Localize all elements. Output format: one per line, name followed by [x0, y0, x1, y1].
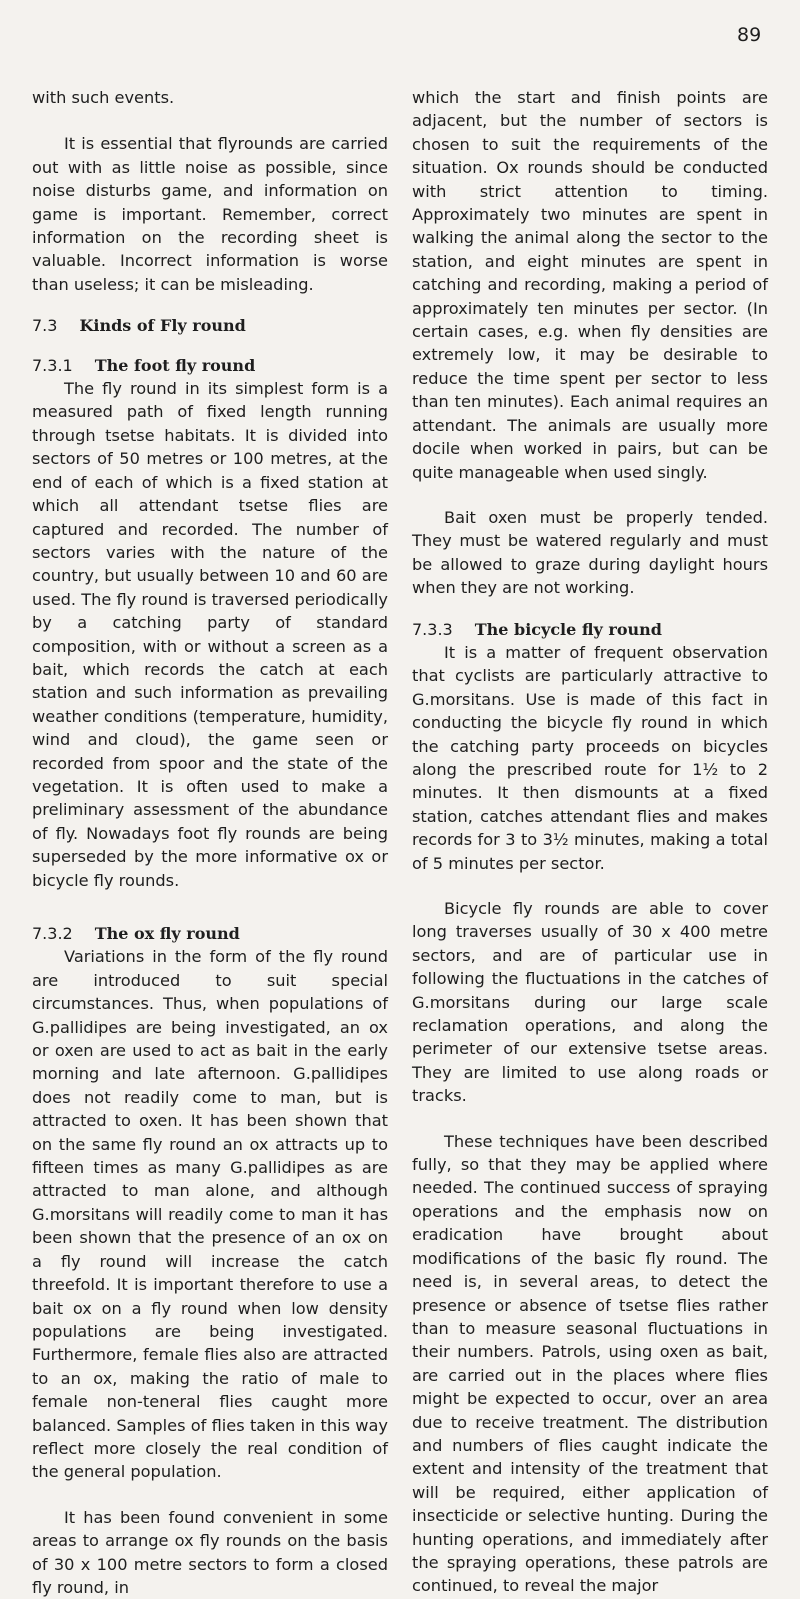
left-column	[32, 86, 388, 1599]
heading-title: Kinds of Fly round	[79, 316, 246, 336]
heading-number: 7.3.3	[412, 619, 453, 639]
para-essential: It is essential that flyrounds are carried out with as little noise as possible, since noise disturbs game, and information on game is important. Remember, correct information on the recording sheet is valuable. Incorrect information is worse than useless; it can be misleading.	[32, 134, 388, 294]
heading-7-3-3	[412, 618, 768, 641]
para-ox-fly-round: Variations in the form of the fly round are introduced to suit special circumstances. Thus, when populations of G.pallidipes are being investigated, an ox or oxen are used to act as bait in the early morning and late afternoon. G.pallidipes does not readily come to man, but is attracted to oxen. It has been shown that on the same fly round an ox attracts up to fifteen times as many G.pallidipes as are attracted to man alone, and although G.morsitans will readily come to man it has been shown that the presence of an ox on a fly round will increase the catch threefold. It is important therefore to use a bait ox on a fly round when low density populations are being investigated. Furthermore, female flies also are attracted to an ox, making the ratio of male to female non-teneral flies caught more balanced. Samples of flies taken in this way reflect more closely the real condition of the general population.	[32, 947, 388, 1482]
heading-number: 7.3	[32, 316, 58, 336]
para-convenient: It has been found convenient in some areas to arrange ox fly rounds on the basis of 30 x 100 metre sectors to form a closed fly round, in	[32, 1507, 388, 1597]
heading-title: The bicycle fly round	[474, 619, 662, 639]
heading-number: 7.3.1	[32, 355, 73, 375]
para-techniques: These techniques have been described fully, so that they may be applied where needed. The continued success of spraying operations and the emphasis now on eradication have brought about modifications of the basic fly round. The need is, in several areas, to detect the presence or absence of tsetse flies rather than to measure seasonal fluctuations in their numbers. Patrols, using oxen as bait, are carried out in the places where flies might be expected to occur, over an area due to receive treatment. The distribution and numbers of flies caught indicate the extent and intensity of the treatment that will be required, either application of insecticide or selective hunting. During the hunting operations, and immediately after the spraying operations, these patrols are continued, to reveal the major	[412, 1131, 768, 1596]
para-continued: which the start and finish points are adjacent, but the number of sectors is chosen to suit the requirements of the situation. Ox rounds should be conducted with strict attention to timing. Approximately two minutes are spent in walking the animal along the sector to the station, and eight minutes are spent in catching and recording, making a period of approximately ten minutes per sector. (In certain cases, e.g. when fly densities are extremely low, it may be desirable to reduce the time spent per sector to less than ten minutes). Each animal requires an attendant. The animals are usually more docile when worked in pairs, but can be quite manageable when used singly.	[412, 88, 768, 482]
heading-title: The ox fly round	[94, 924, 240, 943]
para-bait-oxen: Bait oxen must be properly tended. They must be watered regularly and must be allowed to graze during daylight hours when they are not working.	[412, 507, 768, 598]
para-foot-fly-round: The fly round in its simplest form is a measured path of fixed length running through tsetse habitats. It is divided into sectors of 50 metres or 100 metres, at the end of each of which is a fixed station at which all attendant tsetse flies are captured and recorded. The number of sectors varies with the nature of the country, but usually between 10 and 60 are used. The fly round is traversed periodically by a catching party of standard composition, with or without a screen as a bait, which records the catch at each station and such information as prevailing weather conditions (temperature, humidity, wind and cloud), the game seen or recorded from spoor and the state of the vegetation. It is often used to make a preliminary assessment of the abundance of fly. Nowadays foot fly rounds are being superseded by the more informative ox or bicycle fly rounds.	[32, 379, 388, 890]
para-bicycle-fly-round: It is a matter of frequent observation that cyclists are particularly attractive to G.morsitans. Use is made of this fact in conducting the bicycle fly round in which the catching party proceeds on bicycles along the prescribed route for 1½ to 2 minutes. It then dismounts at a fixed station, catches attendant flies and makes records for 3 to 3½ minutes, making a total of 5 minutes per sector.	[412, 642, 768, 873]
heading-7-3	[32, 314, 388, 337]
heading-7-3-2	[32, 922, 388, 945]
intro-tail: with such events.	[32, 88, 175, 107]
para-traverses: Bicycle fly rounds are able to cover long traverses usually of 30 x 400 metre sectors, and are of particular use in following the fluctuations in the catches of G.morsitans during our large scale reclamation operations, and along the perimeter of our extensive tsetse areas. They are limited to use along roads or tracks.	[412, 899, 768, 1106]
heading-7-3-1	[32, 354, 388, 377]
page-number: 89	[737, 24, 762, 46]
heading-title: The foot fly round	[94, 355, 256, 375]
right-column	[412, 86, 768, 1598]
heading-number: 7.3.2	[32, 924, 73, 943]
